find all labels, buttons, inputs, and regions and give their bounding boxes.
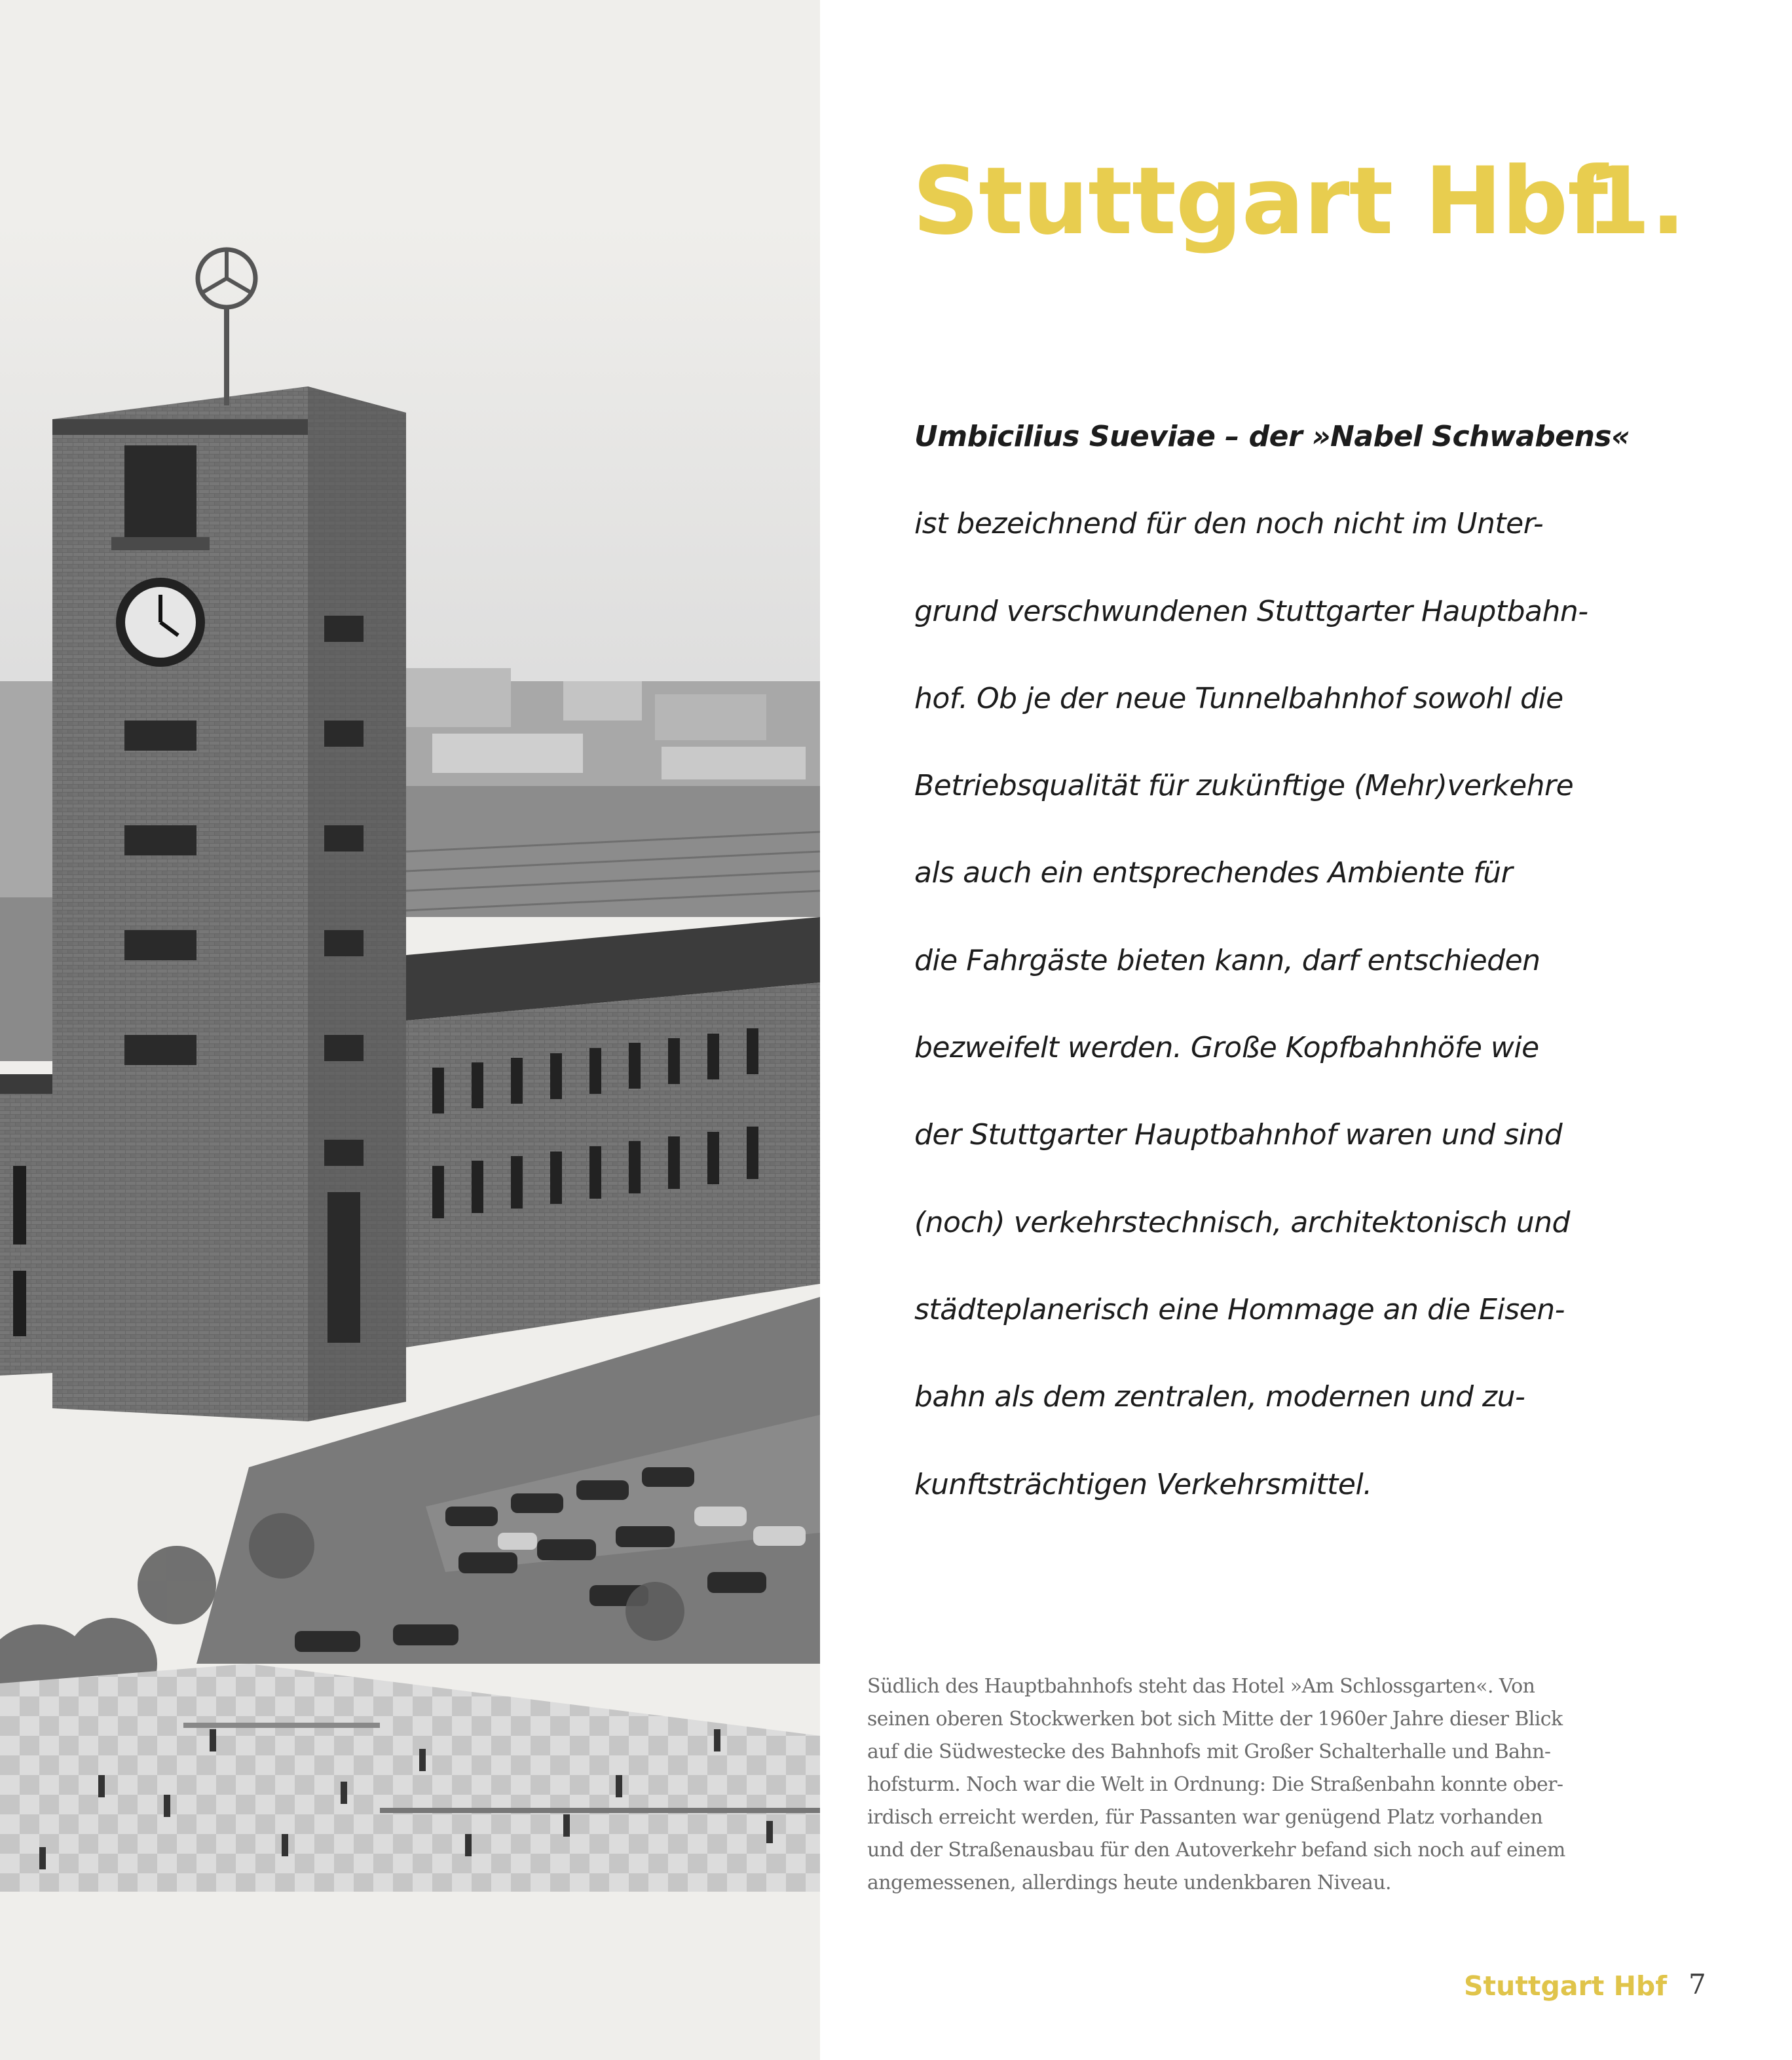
caption-line: auf die Südwestecke des Bahnhofs mit Großer Schalterhalle und Bahn-: [867, 1740, 1551, 1763]
left-page-panel: [0, 0, 820, 2060]
chapter-number: 1.: [1586, 147, 1686, 255]
intro-lead-line: Umbicilius Sueviae – der »Nabel Schwabens«: [914, 420, 1630, 453]
caption-line: irdisch erreicht werden, für Passanten war genügend Platz vorhanden: [867, 1806, 1543, 1829]
intro-line: grund verschwundenen Stuttgarter Hauptbahn-: [914, 594, 1588, 628]
intro-line: kunftsträchtigen Verkehrsmittel.: [914, 1467, 1372, 1501]
intro-line: die Fahrgäste bieten kann, darf entschieden: [914, 943, 1540, 977]
intro-line: (noch) verkehrstechnisch, architektonisch und: [914, 1205, 1570, 1239]
caption-line: Südlich des Hauptbahnhofs steht das Hotel »Am Schlossgarten«. Von: [867, 1675, 1535, 1698]
page-number: 7: [1689, 1968, 1706, 2000]
intro-line: Betriebsqualität für zukünftige (Mehr)verkehre: [914, 769, 1574, 803]
caption-line: seinen oberen Stockwerken bot sich Mitte der 1960er Jahre dieser Blick: [867, 1708, 1563, 1731]
caption-line: und der Straßenausbau für den Autoverkehr befand sich noch auf einem: [867, 1839, 1565, 1862]
photo-caption: [867, 1670, 1620, 1900]
intro-line: ist bezeichnend für den noch nicht im Unter-: [914, 507, 1544, 541]
chapter-title: Stuttgart Hbf: [912, 147, 1608, 255]
intro-line: städteplanerisch eine Hommage an die Eisen-: [914, 1292, 1565, 1326]
intro-line: hof. Ob je der neue Tunnelbahnhof sowohl die: [914, 681, 1563, 715]
intro-line: bahn als dem zentralen, modernen und zu-: [914, 1380, 1525, 1414]
intro-line: bezweifelt werden. Große Kopfbahnhöfe wie: [914, 1031, 1539, 1065]
intro-line: der Stuttgarter Hauptbahnhof waren und sind: [914, 1118, 1563, 1152]
intro-text: [914, 409, 1668, 1545]
caption-line: angemessenen, allerdings heute undenkbaren Niveau.: [867, 1871, 1391, 1894]
caption-line: hofsturm. Noch war die Welt in Ordnung: Die Straßenbahn konnte ober-: [867, 1773, 1563, 1796]
tower: [52, 386, 406, 1421]
stuttgart-hauptbahnhof-tower-photo: [0, 223, 820, 1892]
running-title: Stuttgart Hbf: [1464, 1970, 1668, 2002]
intro-line: als auch ein entsprechendes Ambiente für: [914, 856, 1513, 890]
